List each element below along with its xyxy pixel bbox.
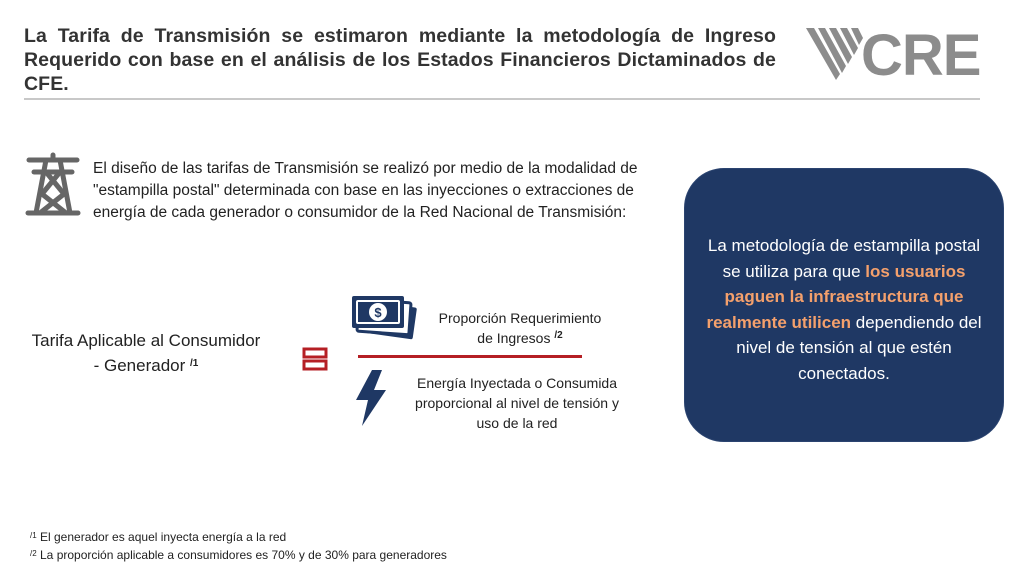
page-title: La Tarifa de Transmisión se estimaron mediante la metodología de Ingreso Requerido con base en el análisis de los Estados Financieros Dictaminados de CFE. — [24, 25, 776, 95]
denominator-label: Energía Inyectada o Consumida proporcional al nivel de tensión y uso de la red — [415, 375, 619, 431]
title-divider — [24, 98, 980, 100]
footnote-1 — [30, 528, 447, 546]
logo-wordmark: CRE — [861, 23, 981, 88]
formula-left-line1: Tarifa Aplicable al Consumidor — [31, 331, 261, 350]
numerator-line2: de Ingresos — [477, 330, 551, 346]
footnote-1-mark: /1 — [30, 531, 37, 540]
footnote-ref-1: /1 — [190, 358, 199, 369]
numerator-line1: Proporción Requerimiento — [438, 310, 602, 326]
footnote-2 — [30, 546, 447, 564]
callout-text-part1: La metodología de estampilla postal se utiliza para que — [707, 236, 981, 281]
lightning-bolt-icon — [352, 370, 390, 426]
formula-left-label — [28, 328, 264, 378]
footnote-2-text: La proporción aplicable a consumidores es 70% y de 30% para generadores — [36, 548, 447, 562]
footnote-ref-2: /2 — [554, 330, 563, 341]
callout-text — [698, 233, 990, 386]
intro-paragraph: El diseño de las tarifas de Transmisión se realizó por medio de la modalidad de "estampilla postal" determinada con base en las inyecciones o extracciones de energía de cada generador o consumidor de la Red Nacional de Transmisión: — [93, 160, 638, 221]
money-bills-icon — [349, 292, 419, 342]
formula-left-line2: - Generador — [93, 356, 186, 375]
callout-text-part2: dependiendo del nivel de tensión al que estén conectados. — [736, 312, 982, 383]
footnotes — [30, 528, 447, 564]
cre-logo — [806, 23, 998, 88]
footnote-2-mark: /2 — [30, 549, 37, 558]
cre-logo-stripes-icon — [806, 28, 866, 80]
fraction-line — [358, 355, 582, 358]
callout-highlight: los usuarios paguen la infraestructura que realmente utilicen — [706, 261, 966, 332]
footnote-1-text: El generador es aquel inyecta energía a la red — [36, 530, 287, 544]
numerator-label — [422, 308, 618, 348]
transmission-tower-icon — [24, 152, 82, 216]
equals-icon — [302, 346, 328, 372]
svg-text:$: $ — [374, 305, 382, 320]
